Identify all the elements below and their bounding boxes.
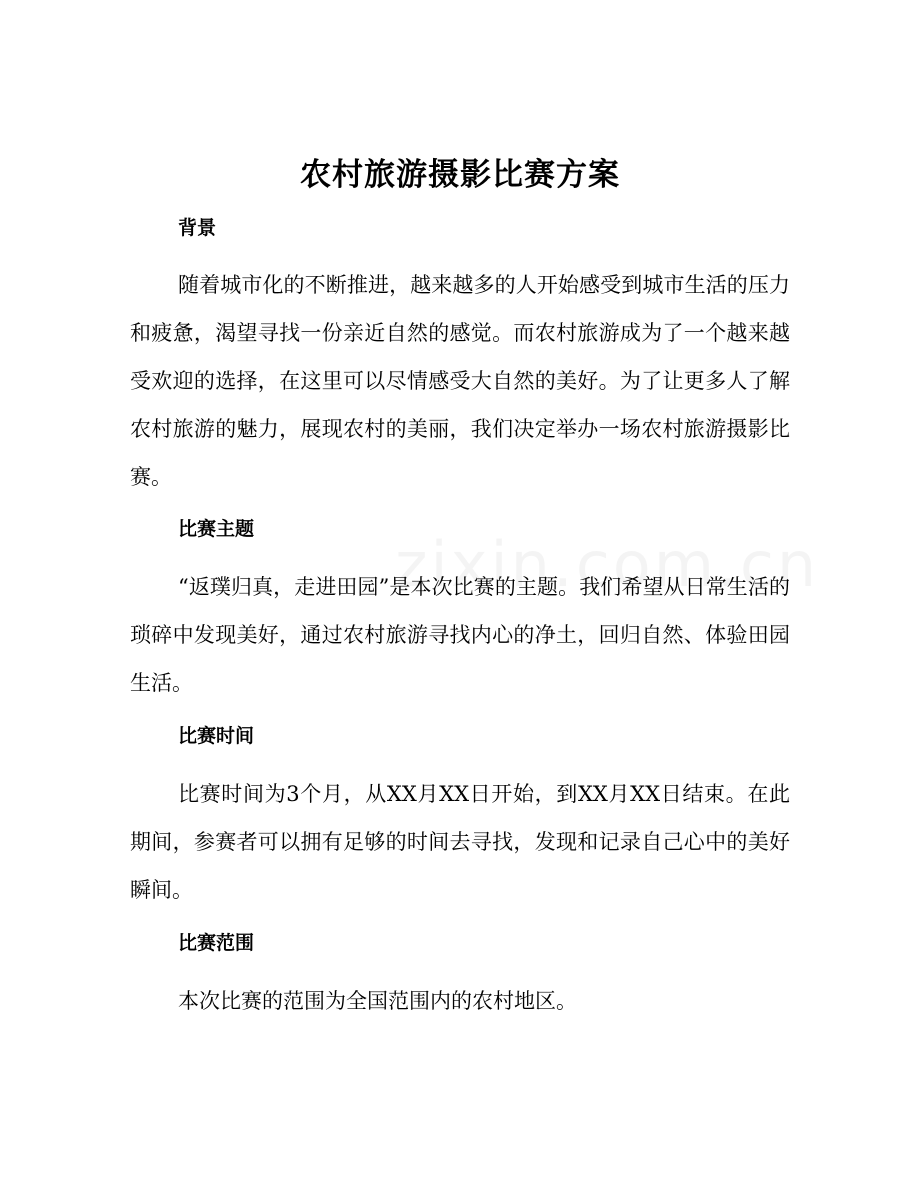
- section-heading-theme: 比赛主题: [178, 518, 255, 540]
- section-heading-time: 比赛时间: [178, 725, 255, 747]
- section-body-time: 比赛时间为3个月，从XX月XX日开始，到XX月XX日结束。在此期间，参赛者可以拥有足够的时间去寻找，发现和记录自己心中的美好瞬间。: [130, 782, 790, 902]
- section-body-scope: 本次比赛的范围为全国范围内的农村地区。: [178, 989, 577, 1013]
- section-heading-background: 背景: [178, 217, 217, 239]
- document-title: 农村旅游摄影比赛方案: [300, 157, 620, 193]
- section-body-theme: “返璞归真，走进田园”是本次比赛的主题。我们希望从日常生活的琐碎中发现美好，通过农村旅游寻找内心的净土，回归自然、体验田园生活。: [130, 575, 790, 695]
- section-body-background: 随着城市化的不断推进，越来越多的人开始感受到城市生活的压力和疲惫，渴望寻找一份亲近自然的感觉。而农村旅游成为了一个越来越受欢迎的选择，在这里可以尽情感受大自然的美好。为了让更多人了解农村旅游的魅力，展现农村的美丽，我们决定举办一场农村旅游摄影比赛。: [130, 273, 790, 489]
- section-heading-scope: 比赛范围: [178, 932, 255, 954]
